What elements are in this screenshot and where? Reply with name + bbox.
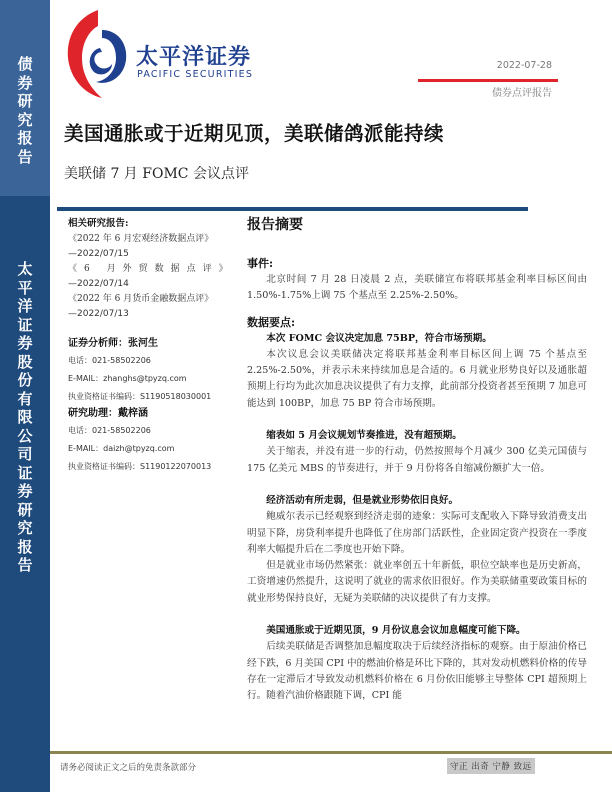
point-title: 美国通胀或于近期见顶，9 月份议息会议加息幅度可能下降。 <box>266 625 526 637</box>
sidebar-char: 股 <box>17 352 33 371</box>
related-report-title[interactable]: 《6 月外贸数据点评》 <box>68 264 235 274</box>
data-points-heading: 数据要点: <box>247 315 296 329</box>
left-info-column <box>68 216 235 476</box>
section-divider <box>57 207 528 211</box>
sidebar-char: 平 <box>17 278 33 297</box>
footer-divider <box>50 751 612 754</box>
sidebar-char: 券 <box>17 73 33 92</box>
analyst-email[interactable]: E-MAIL：zhanghs@tpyzq.com <box>68 374 187 383</box>
analyst-name: 证券分析师：张河生 <box>68 338 158 349</box>
sidebar-char: 洋 <box>17 297 33 315</box>
sidebar-char: 报 <box>17 129 33 147</box>
sidebar <box>0 0 50 792</box>
point-title: 本次 FOMC 会议决定加息 75BP，符合市场预期。 <box>266 332 492 344</box>
sidebar-char: 太 <box>17 260 33 278</box>
point-paragraph: 关于缩表，并没有进一步的行动，仍然按照每个月减少 300 亿美元国债与 175 亿美元 MBS 的节奏进行，并于 9 月份将各自缩减份额扩大一倍。 <box>247 446 587 474</box>
report-date: 2022-07-28 <box>496 60 552 71</box>
sidebar-char: 司 <box>17 445 33 463</box>
sidebar-char: 限 <box>17 408 33 426</box>
sidebar-char: 券 <box>17 482 33 500</box>
related-report-date: —2022/07/15 <box>68 249 129 259</box>
point-paragraph: 后续美联储是否调整加息幅度取决于后续经济指标的观察。由于原油价格已经下跌，6 月美国 CPI 中的燃油价格是环比下降的，其对发动机燃料价格的传导存在一定滞后才导致发动机燃料价格在 6 月份依旧能够主导整体 CPI 超预期上行。随着汽油价格跟随下调，CPI 能 <box>247 641 587 702</box>
sidebar-char: 公 <box>17 426 33 445</box>
assistant-phone: 电话：021-58502206 <box>68 426 151 435</box>
page-title: 美国通胀或于近期见顶，美联储鸽派能持续 <box>64 122 445 145</box>
sidebar-char: 究 <box>17 110 33 129</box>
logo-chinese-name: 太平洋证券 <box>136 45 252 70</box>
analyst-license: 执业资格证书编码：S1190518030001 <box>68 392 212 401</box>
report-type: 债券点评报告 <box>492 88 552 99</box>
assistant-email[interactable]: E-MAIL：daizh@tpyzq.com <box>68 444 175 453</box>
related-report-title[interactable]: 《2022 年 6 月宏观经济数据点评》 <box>68 234 214 244</box>
summary-heading: 报告摘要 <box>247 217 303 233</box>
related-report-date: —2022/07/13 <box>68 309 129 319</box>
point-title: 经济活动有所走弱，但是就业形势依旧良好。 <box>266 494 459 506</box>
sidebar-company-label <box>0 260 50 575</box>
related-report-item[interactable] <box>68 292 228 322</box>
sidebar-char: 研 <box>17 92 33 110</box>
sidebar-char: 告 <box>17 147 33 166</box>
related-report-title[interactable]: 《2022 年 6 月货币金融数据点评》 <box>68 294 214 304</box>
related-report-item[interactable] <box>68 262 235 292</box>
related-report-item[interactable] <box>68 232 228 262</box>
event-heading: 事件: <box>247 257 274 270</box>
logo-english-name: PACIFIC SECURITIES <box>137 69 254 80</box>
sidebar-char: 债 <box>17 55 33 73</box>
sidebar-char: 券 <box>17 334 33 352</box>
sidebar-char: 证 <box>17 463 33 482</box>
sidebar-char: 证 <box>17 315 33 334</box>
report-summary-column <box>247 214 587 705</box>
point-paragraph: 鲍威尔表示已经观察到经济走弱的迹象：实际可支配收入下降导致消费支出明显下降，房贷利率提升也降低了住房部门活跃性，企业固定资产投资在一季度利率大幅提升后在二季度也开始下降。 <box>247 511 587 555</box>
assistant-info <box>68 406 228 476</box>
event-text: 北京时间 7 月 28 日凌晨 2 点，美联储宣布将联邦基金利率目标区间由 1.50%-1.75%上调 75 个基点至 2.25%-2.50%。 <box>247 274 587 302</box>
point-paragraph: 本次议息会议美联储决定将联邦基金利率目标区间上调 75 个基点至 2.25%-2.50%，并表示未来持续加息是合适的。6 月就业形势良好以及通胀超预期上行均为此次加息决议提供了有力支撑，此前部分投资者甚至预期 7 加息可能达到 100BP，加息 75 BP 符合市场预期。 <box>247 348 587 409</box>
assistant-name: 研究助理：戴梓涵 <box>68 408 148 419</box>
sidebar-char: 份 <box>17 371 33 389</box>
related-reports-heading: 相关研究报告: <box>68 218 129 229</box>
sidebar-char: 告 <box>17 556 33 574</box>
assistant-license: 执业资格证书编码：S1190122070013 <box>68 462 212 471</box>
footer-motto: 守正 出奇 宁静 致远 <box>447 758 535 774</box>
sidebar-char: 究 <box>17 519 33 537</box>
header-red-divider <box>418 79 558 82</box>
point-title: 缩表如 5 月会议规划节奏推进，没有超预期。 <box>266 430 462 442</box>
sidebar-char: 有 <box>17 389 33 408</box>
page-subtitle: 美联储 7 月 FOMC 会议点评 <box>64 166 249 182</box>
analyst-phone: 电话：021-58502206 <box>68 356 151 365</box>
analyst-info <box>68 336 228 406</box>
related-report-date: —2022/07/14 <box>68 279 129 289</box>
sidebar-char: 报 <box>17 537 33 556</box>
point-paragraph: 但是就业市场仍然紧张：就业率创五十年新低，职位空缺率也是历史新高，工资增速仍然提升，这说明了就业的需求依旧很好。作为美联储重要政策目标的就业形势保持良好，无疑为美联储的决议提供了有力支撑。 <box>247 560 587 604</box>
footer-disclaimer[interactable]: 请务必阅读正文之后的免责条款部分 <box>60 763 197 773</box>
sidebar-char: 研 <box>17 500 33 519</box>
sidebar-report-category <box>0 55 50 166</box>
